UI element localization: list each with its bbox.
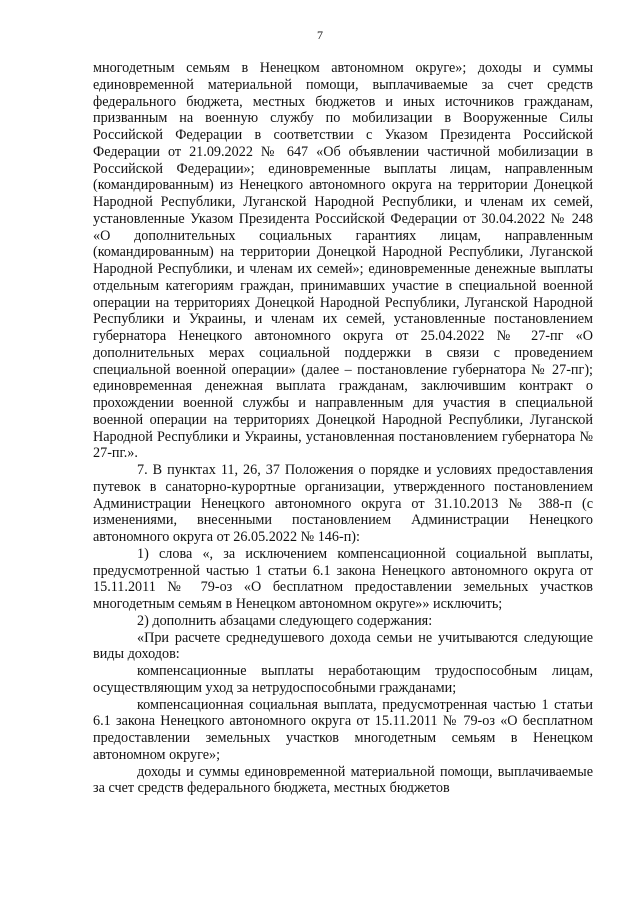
- paragraph-income-type: компенсационные выплаты неработающим трудоспособным лицам, осуществляющим уход за нетрудоспособными гражданами;: [93, 663, 593, 696]
- paragraph-income-type: доходы и суммы единовременной материальной помощи, выплачиваемые за счет средств федерального бюджета, местных бюджетов: [93, 763, 593, 797]
- paragraph-continuation: многодетным семьям в Ненецком автономном округе»; доходы и суммы единовременной материальной помощи, выплачиваемые за счет средств федерального бюджета, местных бюджетов и иных источников гражданам, призванным на военную службу по мобилизации в Вооруженные Силы Российской Федерации в соответствии с Указом Президента Российской Федерации от 21.09.2022 № 647 «Об объявлении частичной мобилизации в Российской Федерации»; единовременные выплаты лицам, направленным (командированным) из Ненецкого автономного округа на территории Донецкой Народной Республики, Луганской Народной Республики, и членам их семей, установленные Указом Президента Российской Федерации от 30.04.2022 № 248 «О дополнительных социальных гарантиях лицам, направленным (командированным) на территории Донецкой Народной Республики, Луганской Народной Республики, и членам их семей»; единовременные денежные выплаты отдельным категориям граждан, принимавших участие в специальной военной операции на территориях Донецкой Народной Республики, Луганской Народной Республики и Украины, и членам их семей, установленные постановлением губернатора Ненецкого автономного округа от 25.04.2022 № 27-пг «О дополнительных мерах социальной поддержки в связи с проведением специальной военной операции» (далее – постановление губернатора № 27-пг); единовременная денежная выплата гражданам, заключившим контракт о прохождении военной службы и направленным для участия в специальной военной операции на территориях Донецкой Народной Республики, Луганской Народной Республики и Украины, установленная постановлением губернатора № 27-пг.».: [93, 60, 593, 462]
- document-body: [93, 60, 593, 797]
- paragraph-quote-start: «При расчете среднедушевого дохода семьи не учитываются следующие виды доходов:: [93, 629, 593, 663]
- paragraph-subitem-2: 2) дополнить абзацами следующего содержания:: [137, 612, 433, 629]
- paragraph-subitem-1: 1) слова «, за исключением компенсационной социальной выплаты, предусмотренной частью 1 статьи 6.1 закона Ненецкого автономного округа от 15.11.2011 № 79-оз «О бесплатном предоставлении земельных участков многодетным семьям в Ненецком автономном округе»» исключить;: [93, 545, 593, 612]
- paragraph-income-type: компенсационная социальная выплата, предусмотренная частью 1 статьи 6.1 закона Ненецкого автономного округа от 15.11.2011 № 79-оз «О бесплатном предоставлении земельных участков многодетным семьям в Ненецком автономном округе»;: [93, 696, 593, 763]
- page-number: 7: [317, 28, 323, 42]
- paragraph-item-7: 7. В пунктах 11, 26, 37 Положения о порядке и условиях предоставления путевок в санаторно-курортные организации, утвержденного постановлением Администрации Ненецкого автономного округа от 31.10.2013 № 388-п (с изменениями, внесенными постановлением Администрации Ненецкого автономного округа от 26.05.2022 № 146-п):: [93, 462, 593, 545]
